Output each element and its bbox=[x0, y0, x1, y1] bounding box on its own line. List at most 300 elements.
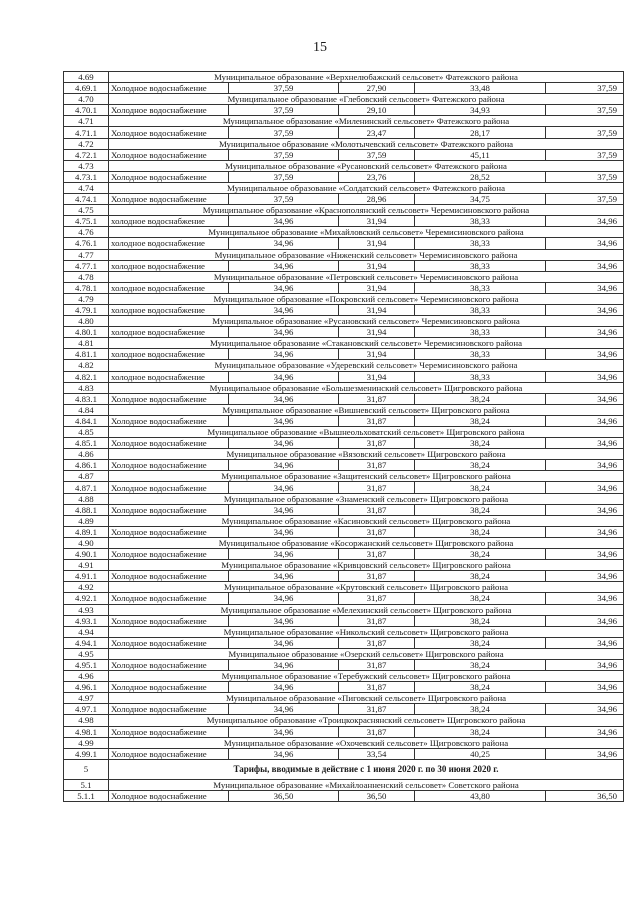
tariff-value: 31,87 bbox=[339, 704, 415, 715]
municipality-row bbox=[64, 560, 624, 571]
tariff-value: 38,24 bbox=[415, 637, 546, 648]
tariff-value: 33,54 bbox=[339, 748, 415, 759]
municipality-name: Муниципальное образование «Вязовский сельсовет» Щигровского района bbox=[109, 449, 624, 460]
tariff-value: 31,87 bbox=[339, 482, 415, 493]
row-number: 4.74 bbox=[64, 182, 109, 193]
tariff-row bbox=[64, 682, 624, 693]
municipality-row bbox=[64, 493, 624, 504]
municipality-row bbox=[64, 693, 624, 704]
row-number: 4.98.1 bbox=[64, 726, 109, 737]
row-number: 4.91.1 bbox=[64, 571, 109, 582]
service-name: Холодное водоснабжение bbox=[109, 549, 229, 560]
tariff-row bbox=[64, 748, 624, 759]
tariff-value: 34,96 bbox=[229, 637, 339, 648]
tariff-value: 34,96 bbox=[546, 327, 624, 338]
service-name: холодное водоснабжение bbox=[109, 304, 229, 315]
tariff-value: 27,90 bbox=[339, 83, 415, 94]
tariff-value: 31,87 bbox=[339, 659, 415, 670]
row-number: 4.79.1 bbox=[64, 304, 109, 315]
tariff-row bbox=[64, 105, 624, 116]
tariff-value: 28,52 bbox=[415, 171, 546, 182]
municipality-name: Муниципальное образование «Ниженский сельсовет» Черемисиновского района bbox=[109, 249, 624, 260]
row-number: 4.77.1 bbox=[64, 260, 109, 271]
row-number: 4.84 bbox=[64, 404, 109, 415]
row-number: 4.95 bbox=[64, 648, 109, 659]
tariff-value: 34,96 bbox=[546, 549, 624, 560]
row-number: 4.70 bbox=[64, 94, 109, 105]
service-name: холодное водоснабжение bbox=[109, 349, 229, 360]
municipality-row bbox=[64, 537, 624, 548]
tariff-value: 34,96 bbox=[546, 216, 624, 227]
service-name: Холодное водоснабжение bbox=[109, 149, 229, 160]
tariff-row bbox=[64, 260, 624, 271]
tariff-value: 34,96 bbox=[229, 415, 339, 426]
municipality-name: Муниципальное образование «Покровский сельсовет» Черемисиновского района bbox=[109, 293, 624, 304]
service-name: Холодное водоснабжение bbox=[109, 571, 229, 582]
row-number: 4.92.1 bbox=[64, 593, 109, 604]
tariff-row bbox=[64, 327, 624, 338]
tariff-value: 34,96 bbox=[546, 482, 624, 493]
tariff-value: 34,96 bbox=[546, 238, 624, 249]
row-number: 4.73 bbox=[64, 160, 109, 171]
tariff-value: 37,59 bbox=[339, 149, 415, 160]
municipality-row bbox=[64, 138, 624, 149]
tariff-row bbox=[64, 127, 624, 138]
tariff-value: 34,96 bbox=[229, 593, 339, 604]
tariff-row bbox=[64, 304, 624, 315]
tariff-value: 38,24 bbox=[415, 526, 546, 537]
tariff-row bbox=[64, 349, 624, 360]
row-number: 4.83 bbox=[64, 382, 109, 393]
row-number: 4.86.1 bbox=[64, 460, 109, 471]
tariff-value: 34,96 bbox=[546, 704, 624, 715]
municipality-row bbox=[64, 737, 624, 748]
tariff-value: 38,33 bbox=[415, 327, 546, 338]
tariff-value: 31,87 bbox=[339, 726, 415, 737]
tariff-value: 38,33 bbox=[415, 282, 546, 293]
municipality-name: Муниципальное образование «Солдатский сельсовет» Фатежского района bbox=[109, 182, 624, 193]
row-number: 4.81 bbox=[64, 338, 109, 349]
service-name: холодное водоснабжение bbox=[109, 371, 229, 382]
row-number: 4.96.1 bbox=[64, 682, 109, 693]
service-name: Холодное водоснабжение bbox=[109, 504, 229, 515]
row-number: 4.92 bbox=[64, 582, 109, 593]
tariff-value: 38,24 bbox=[415, 438, 546, 449]
tariff-value: 37,59 bbox=[229, 194, 339, 205]
municipality-name: Муниципальное образование «Касиновский сельсовет» Щигровского района bbox=[109, 515, 624, 526]
tariff-value: 37,59 bbox=[229, 171, 339, 182]
service-name: Холодное водоснабжение bbox=[109, 593, 229, 604]
row-number: 4.94.1 bbox=[64, 637, 109, 648]
row-number: 4.95.1 bbox=[64, 659, 109, 670]
tariff-row bbox=[64, 282, 624, 293]
municipality-name: Муниципальное образование «Миленинский сельсовет» Фатежского района bbox=[109, 116, 624, 127]
tariff-row bbox=[64, 171, 624, 182]
service-name: Холодное водоснабжение bbox=[109, 83, 229, 94]
tariff-value: 36,50 bbox=[229, 790, 339, 801]
tariff-value: 34,96 bbox=[229, 282, 339, 293]
tariff-value: 31,87 bbox=[339, 682, 415, 693]
tariff-value: 37,59 bbox=[229, 149, 339, 160]
section-row bbox=[64, 759, 624, 779]
tariff-value: 37,59 bbox=[546, 127, 624, 138]
service-name: Холодное водоснабжение bbox=[109, 105, 229, 116]
tariff-row bbox=[64, 790, 624, 801]
tariff-value: 34,96 bbox=[546, 726, 624, 737]
municipality-row bbox=[64, 227, 624, 238]
tariff-row bbox=[64, 571, 624, 582]
service-name: Холодное водоснабжение bbox=[109, 659, 229, 670]
tariff-value: 34,96 bbox=[229, 748, 339, 759]
tariff-value: 38,24 bbox=[415, 593, 546, 604]
row-number: 4.79 bbox=[64, 293, 109, 304]
tariff-value: 34,75 bbox=[415, 194, 546, 205]
municipality-row bbox=[64, 404, 624, 415]
row-number: 4.70.1 bbox=[64, 105, 109, 116]
tariff-value: 34,96 bbox=[546, 682, 624, 693]
tariff-value: 34,96 bbox=[229, 726, 339, 737]
section-title: Тарифы, вводимые в действие с 1 июня 2020 г. по 30 июня 2020 г. bbox=[109, 759, 624, 779]
municipality-name: Муниципальное образование «Озерский сельсовет» Щигровского района bbox=[109, 648, 624, 659]
row-number: 4.98 bbox=[64, 715, 109, 726]
service-name: Холодное водоснабжение bbox=[109, 682, 229, 693]
municipality-name: Муниципальное образование «Теребужский сельсовет» Щигровского района bbox=[109, 671, 624, 682]
tariff-table bbox=[63, 71, 624, 802]
tariff-value: 34,96 bbox=[229, 504, 339, 515]
tariff-value: 34,96 bbox=[229, 438, 339, 449]
tariff-value: 38,24 bbox=[415, 726, 546, 737]
municipality-row bbox=[64, 338, 624, 349]
row-number: 4.72.1 bbox=[64, 149, 109, 160]
tariff-value: 34,96 bbox=[546, 748, 624, 759]
tariff-value: 34,96 bbox=[229, 460, 339, 471]
row-number: 4.80 bbox=[64, 316, 109, 327]
row-number: 4.74.1 bbox=[64, 194, 109, 205]
service-name: холодное водоснабжение bbox=[109, 238, 229, 249]
tariff-row bbox=[64, 504, 624, 515]
row-number: 4.75.1 bbox=[64, 216, 109, 227]
tariff-value: 34,96 bbox=[546, 460, 624, 471]
tariff-value: 28,17 bbox=[415, 127, 546, 138]
tariff-value: 36,50 bbox=[546, 790, 624, 801]
tariff-row bbox=[64, 726, 624, 737]
tariff-value: 29,10 bbox=[339, 105, 415, 116]
tariff-row bbox=[64, 637, 624, 648]
municipality-row bbox=[64, 715, 624, 726]
tariff-value: 37,59 bbox=[546, 171, 624, 182]
tariff-value: 34,96 bbox=[229, 704, 339, 715]
municipality-row bbox=[64, 671, 624, 682]
tariff-value: 34,96 bbox=[229, 349, 339, 360]
row-number: 4.90.1 bbox=[64, 549, 109, 560]
row-number: 4.93 bbox=[64, 604, 109, 615]
tariff-value: 38,33 bbox=[415, 371, 546, 382]
tariff-value: 31,94 bbox=[339, 260, 415, 271]
municipality-name: Муниципальное образование «Никольский сельсовет» Щигровского района bbox=[109, 626, 624, 637]
municipality-row bbox=[64, 249, 624, 260]
tariff-value: 34,96 bbox=[546, 526, 624, 537]
service-name: Холодное водоснабжение bbox=[109, 748, 229, 759]
municipality-row bbox=[64, 182, 624, 193]
tariff-value: 38,24 bbox=[415, 482, 546, 493]
row-number: 4.90 bbox=[64, 537, 109, 548]
tariff-value: 31,87 bbox=[339, 549, 415, 560]
municipality-name: Муниципальное образование «Крутовский сельсовет» Щигровского района bbox=[109, 582, 624, 593]
tariff-value: 31,87 bbox=[339, 526, 415, 537]
tariff-row bbox=[64, 415, 624, 426]
tariff-value: 34,96 bbox=[546, 371, 624, 382]
tariff-value: 34,96 bbox=[229, 327, 339, 338]
tariff-value: 31,87 bbox=[339, 637, 415, 648]
municipality-name: Муниципальное образование «Знаменский сельсовет» Щигровского района bbox=[109, 493, 624, 504]
tariff-value: 34,96 bbox=[546, 637, 624, 648]
tariff-value: 34,96 bbox=[229, 260, 339, 271]
tariff-value: 36,50 bbox=[339, 790, 415, 801]
row-number: 5.1.1 bbox=[64, 790, 109, 801]
tariff-value: 31,87 bbox=[339, 438, 415, 449]
tariff-row bbox=[64, 216, 624, 227]
municipality-name: Муниципальное образование «Глебовский сельсовет» Фатежского района bbox=[109, 94, 624, 105]
tariff-value: 34,96 bbox=[546, 282, 624, 293]
tariff-value: 34,96 bbox=[229, 682, 339, 693]
row-number: 4.72 bbox=[64, 138, 109, 149]
tariff-value: 34,96 bbox=[546, 659, 624, 670]
municipality-name: Муниципальное образование «Стакановский сельсовет» Черемисиновского района bbox=[109, 338, 624, 349]
tariff-value: 34,96 bbox=[229, 216, 339, 227]
tariff-value: 31,87 bbox=[339, 593, 415, 604]
tariff-value: 37,59 bbox=[546, 194, 624, 205]
tariff-value: 34,96 bbox=[546, 260, 624, 271]
tariff-value: 38,24 bbox=[415, 659, 546, 670]
municipality-name: Муниципальное образование «Краснополянский сельсовет» Черемисиновского района bbox=[109, 205, 624, 216]
row-number: 4.89.1 bbox=[64, 526, 109, 537]
service-name: Холодное водоснабжение bbox=[109, 438, 229, 449]
service-name: Холодное водоснабжение bbox=[109, 415, 229, 426]
tariff-value: 38,24 bbox=[415, 393, 546, 404]
row-number: 4.82 bbox=[64, 360, 109, 371]
row-number: 4.85.1 bbox=[64, 438, 109, 449]
row-number: 4.83.1 bbox=[64, 393, 109, 404]
municipality-name: Муниципальное образование «Русановский сельсовет» Фатежского района bbox=[109, 160, 624, 171]
tariff-value: 38,33 bbox=[415, 304, 546, 315]
municipality-name: Муниципальное образование «Молотычевский сельсовет» Фатежского района bbox=[109, 138, 624, 149]
tariff-value: 31,94 bbox=[339, 304, 415, 315]
service-name: Холодное водоснабжение bbox=[109, 704, 229, 715]
row-number: 4.87.1 bbox=[64, 482, 109, 493]
tariff-value: 38,24 bbox=[415, 549, 546, 560]
municipality-name: Муниципальное образование «Русановский сельсовет» Черемисиновского района bbox=[109, 316, 624, 327]
municipality-row bbox=[64, 205, 624, 216]
tariff-value: 34,96 bbox=[229, 482, 339, 493]
tariff-value: 31,94 bbox=[339, 327, 415, 338]
tariff-value: 45,11 bbox=[415, 149, 546, 160]
tariff-value: 34,96 bbox=[229, 659, 339, 670]
tariff-value: 37,59 bbox=[546, 83, 624, 94]
municipality-row bbox=[64, 427, 624, 438]
tariff-value: 38,24 bbox=[415, 704, 546, 715]
row-number: 4.97 bbox=[64, 693, 109, 704]
row-number: 4.93.1 bbox=[64, 615, 109, 626]
service-name: холодное водоснабжение bbox=[109, 327, 229, 338]
row-number: 4.69 bbox=[64, 72, 109, 83]
municipality-row bbox=[64, 293, 624, 304]
municipality-row bbox=[64, 360, 624, 371]
tariff-value: 37,59 bbox=[546, 105, 624, 116]
tariff-row bbox=[64, 482, 624, 493]
service-name: Холодное водоснабжение bbox=[109, 194, 229, 205]
municipality-row bbox=[64, 271, 624, 282]
tariff-value: 34,96 bbox=[546, 349, 624, 360]
row-number: 4.97.1 bbox=[64, 704, 109, 715]
municipality-name: Муниципальное образование «Защитенский сельсовет» Щигровского района bbox=[109, 471, 624, 482]
row-number: 4.80.1 bbox=[64, 327, 109, 338]
row-number: 4.76.1 bbox=[64, 238, 109, 249]
tariff-value: 34,96 bbox=[229, 549, 339, 560]
municipality-name: Муниципальное образование «Пиговский сельсовет» Щигровского района bbox=[109, 693, 624, 704]
tariff-value: 38,33 bbox=[415, 238, 546, 249]
tariff-row bbox=[64, 238, 624, 249]
row-number: 4.88 bbox=[64, 493, 109, 504]
municipality-row bbox=[64, 779, 624, 790]
municipality-row bbox=[64, 160, 624, 171]
row-number: 4.88.1 bbox=[64, 504, 109, 515]
municipality-name: Муниципальное образование «Удеревский сельсовет» Черемисиновского района bbox=[109, 360, 624, 371]
municipality-name: Муниципальное образование «Большезменинский сельсовет» Щигровского района bbox=[109, 382, 624, 393]
tariff-value: 31,87 bbox=[339, 393, 415, 404]
municipality-row bbox=[64, 449, 624, 460]
tariff-value: 37,59 bbox=[229, 83, 339, 94]
tariff-value: 31,87 bbox=[339, 415, 415, 426]
row-number: 4.78 bbox=[64, 271, 109, 282]
tariff-value: 34,96 bbox=[546, 438, 624, 449]
municipality-name: Муниципальное образование «Вишневский сельсовет» Щигровского района bbox=[109, 404, 624, 415]
tariff-value: 40,25 bbox=[415, 748, 546, 759]
municipality-name: Муниципальное образование «Верхнелюбажский сельсовет» Фатежского района bbox=[109, 72, 624, 83]
tariff-value: 37,59 bbox=[546, 149, 624, 160]
tariff-value: 34,96 bbox=[546, 571, 624, 582]
tariff-value: 34,96 bbox=[229, 526, 339, 537]
tariff-value: 38,24 bbox=[415, 571, 546, 582]
tariff-row bbox=[64, 438, 624, 449]
municipality-row bbox=[64, 582, 624, 593]
row-number: 5.1 bbox=[64, 779, 109, 790]
tariff-value: 23,76 bbox=[339, 171, 415, 182]
service-name: Холодное водоснабжение bbox=[109, 171, 229, 182]
tariff-value: 38,33 bbox=[415, 260, 546, 271]
row-number: 4.85 bbox=[64, 427, 109, 438]
row-number: 4.86 bbox=[64, 449, 109, 460]
row-number: 5 bbox=[64, 759, 109, 779]
municipality-name: Муниципальное образование «Косоржанский сельсовет» Щигровского района bbox=[109, 537, 624, 548]
tariff-table-body bbox=[64, 72, 624, 802]
municipality-row bbox=[64, 604, 624, 615]
row-number: 4.84.1 bbox=[64, 415, 109, 426]
municipality-row bbox=[64, 382, 624, 393]
service-name: Холодное водоснабжение bbox=[109, 790, 229, 801]
tariff-value: 23,47 bbox=[339, 127, 415, 138]
municipality-row bbox=[64, 471, 624, 482]
tariff-row bbox=[64, 371, 624, 382]
tariff-value: 34,96 bbox=[229, 393, 339, 404]
tariff-value: 31,87 bbox=[339, 460, 415, 471]
tariff-value: 31,87 bbox=[339, 571, 415, 582]
row-number: 4.81.1 bbox=[64, 349, 109, 360]
tariff-value: 34,96 bbox=[229, 615, 339, 626]
row-number: 4.91 bbox=[64, 560, 109, 571]
tariff-value: 34,96 bbox=[229, 371, 339, 382]
tariff-value: 34,96 bbox=[229, 571, 339, 582]
row-number: 4.69.1 bbox=[64, 83, 109, 94]
row-number: 4.99 bbox=[64, 737, 109, 748]
tariff-row bbox=[64, 83, 624, 94]
tariff-value: 38,33 bbox=[415, 349, 546, 360]
municipality-row bbox=[64, 515, 624, 526]
tariff-value: 31,94 bbox=[339, 282, 415, 293]
tariff-value: 38,24 bbox=[415, 682, 546, 693]
service-name: Холодное водоснабжение bbox=[109, 460, 229, 471]
row-number: 4.82.1 bbox=[64, 371, 109, 382]
service-name: холодное водоснабжение bbox=[109, 216, 229, 227]
service-name: Холодное водоснабжение bbox=[109, 127, 229, 138]
municipality-row bbox=[64, 94, 624, 105]
row-number: 4.87 bbox=[64, 471, 109, 482]
row-number: 4.89 bbox=[64, 515, 109, 526]
row-number: 4.77 bbox=[64, 249, 109, 260]
tariff-value: 38,24 bbox=[415, 415, 546, 426]
service-name: холодное водоснабжение bbox=[109, 260, 229, 271]
tariff-row bbox=[64, 659, 624, 670]
tariff-value: 31,87 bbox=[339, 615, 415, 626]
tariff-value: 34,96 bbox=[546, 393, 624, 404]
tariff-value: 34,96 bbox=[546, 504, 624, 515]
service-name: Холодное водоснабжение bbox=[109, 393, 229, 404]
municipality-name: Муниципальное образование «Михайлоанненский сельсовет» Советского района bbox=[109, 779, 624, 790]
tariff-value: 37,59 bbox=[229, 105, 339, 116]
service-name: Холодное водоснабжение bbox=[109, 637, 229, 648]
tariff-row bbox=[64, 194, 624, 205]
row-number: 4.71 bbox=[64, 116, 109, 127]
service-name: Холодное водоснабжение bbox=[109, 615, 229, 626]
municipality-row bbox=[64, 316, 624, 327]
service-name: холодное водоснабжение bbox=[109, 282, 229, 293]
tariff-value: 34,96 bbox=[546, 304, 624, 315]
service-name: Холодное водоснабжение bbox=[109, 526, 229, 537]
service-name: Холодное водоснабжение bbox=[109, 726, 229, 737]
tariff-row bbox=[64, 549, 624, 560]
row-number: 4.75 bbox=[64, 205, 109, 216]
tariff-value: 31,87 bbox=[339, 504, 415, 515]
tariff-row bbox=[64, 593, 624, 604]
municipality-name: Муниципальное образование «Кривцовский сельсовет» Щигровского района bbox=[109, 560, 624, 571]
municipality-row bbox=[64, 72, 624, 83]
municipality-name: Муниципальное образование «Мелехинский сельсовет» Щигровского района bbox=[109, 604, 624, 615]
row-number: 4.76 bbox=[64, 227, 109, 238]
municipality-row bbox=[64, 116, 624, 127]
tariff-row bbox=[64, 460, 624, 471]
tariff-value: 38,24 bbox=[415, 504, 546, 515]
tariff-value: 34,96 bbox=[546, 615, 624, 626]
row-number: 4.71.1 bbox=[64, 127, 109, 138]
tariff-value: 38,24 bbox=[415, 460, 546, 471]
municipality-name: Муниципальное образование «Вышнеольховатский сельсовет» Щигровского района bbox=[109, 427, 624, 438]
municipality-name: Муниципальное образование «Петровский сельсовет» Черемисиновского района bbox=[109, 271, 624, 282]
row-number: 4.94 bbox=[64, 626, 109, 637]
tariff-value: 33,48 bbox=[415, 83, 546, 94]
row-number: 4.99.1 bbox=[64, 748, 109, 759]
tariff-row bbox=[64, 526, 624, 537]
tariff-value: 34,96 bbox=[229, 238, 339, 249]
tariff-value: 34,96 bbox=[546, 593, 624, 604]
